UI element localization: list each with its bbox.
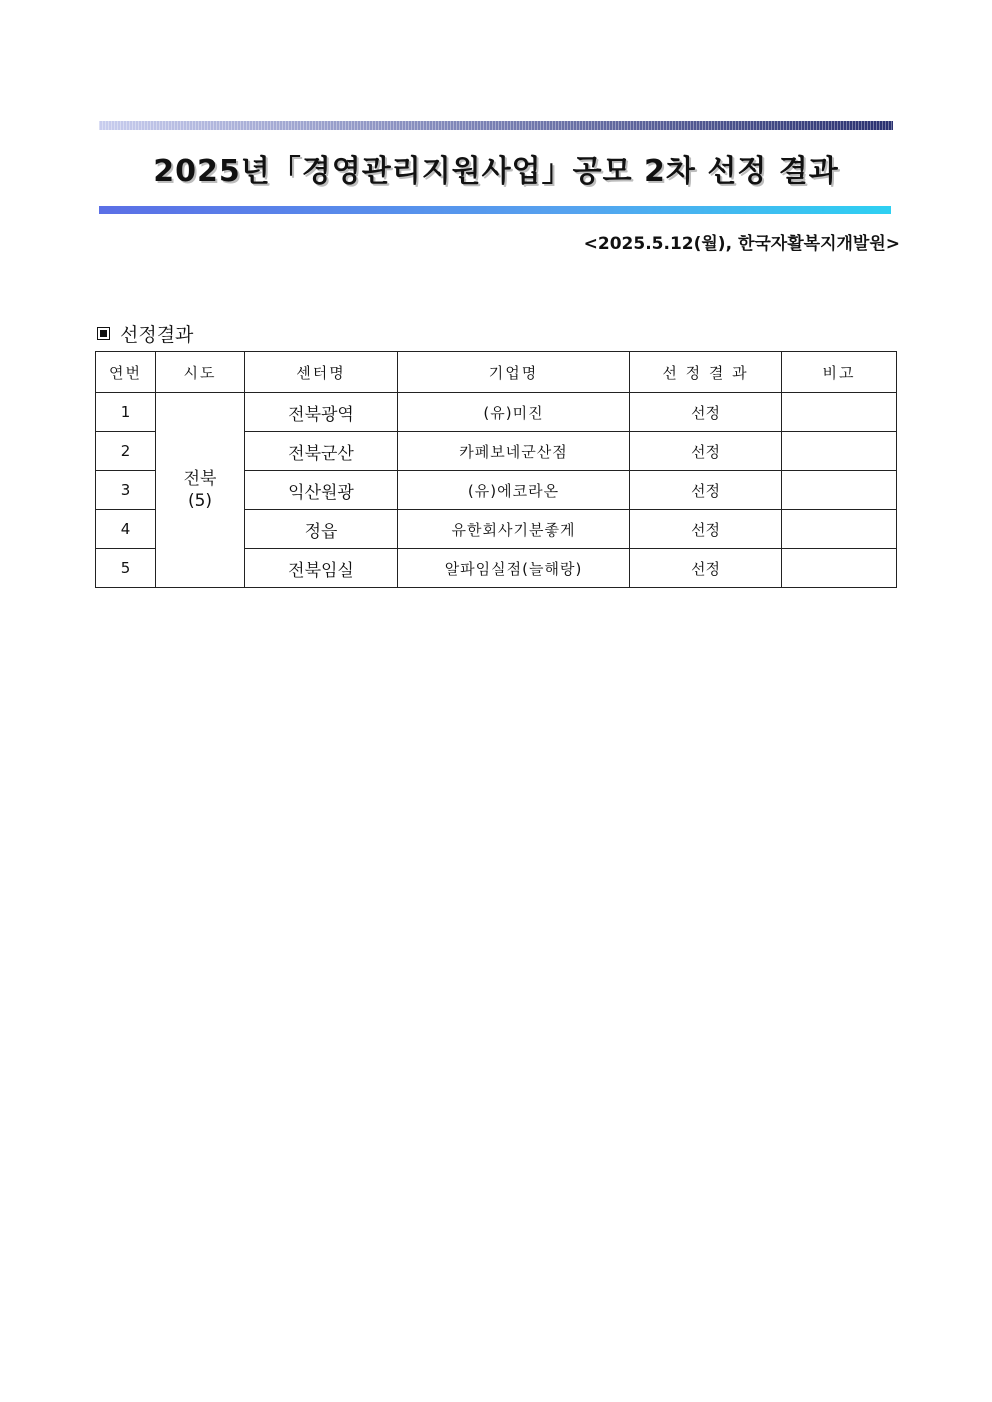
row-number: 1 (96, 393, 156, 432)
column-header-region: 시도 (156, 352, 245, 393)
row-number: 2 (96, 432, 156, 471)
company-name: (유)에코라온 (398, 471, 630, 510)
company-name: (유)미진 (398, 393, 630, 432)
section-heading (97, 320, 193, 347)
column-header-note: 비고 (782, 352, 897, 393)
column-header-result: 선 정 결 과 (630, 352, 782, 393)
center-name: 전북광역 (245, 393, 398, 432)
table-header-row (96, 352, 897, 393)
note-cell (782, 432, 897, 471)
selection-result: 선정 (630, 393, 782, 432)
company-name: 알파임실점(늘해랑) (398, 549, 630, 588)
column-header-company: 기업명 (398, 352, 630, 393)
note-cell (782, 510, 897, 549)
selection-result: 선정 (630, 510, 782, 549)
center-name: 전북임실 (245, 549, 398, 588)
center-name: 익산원광 (245, 471, 398, 510)
note-cell (782, 549, 897, 588)
note-cell (782, 393, 897, 432)
column-header-number: 연번 (96, 352, 156, 393)
selection-result: 선정 (630, 471, 782, 510)
region-cell (156, 393, 245, 588)
selection-result: 선정 (630, 432, 782, 471)
filled-square-icon (97, 327, 110, 340)
section-heading-label: 선정결과 (120, 324, 194, 346)
column-header-center: 센터명 (245, 352, 398, 393)
company-name: 카페보네군산점 (398, 432, 630, 471)
bottom-decorative-bar (99, 206, 891, 214)
center-name: 정읍 (245, 510, 398, 549)
page-title: 2025년「경영관리지원사업」공모 2차 선정 결과 (153, 154, 839, 189)
row-number: 3 (96, 471, 156, 510)
table-row (96, 393, 897, 432)
top-decorative-bar (99, 121, 893, 130)
region-count: (5) (187, 491, 213, 511)
selection-result-table (95, 351, 897, 588)
note-cell (782, 471, 897, 510)
region-name: 전북 (183, 469, 217, 489)
date-issuer-line: <2025.5.12(월), 한국자활복지개발원> (583, 234, 900, 254)
center-name: 전북군산 (245, 432, 398, 471)
row-number: 4 (96, 510, 156, 549)
company-name: 유한회사기분좋게 (398, 510, 630, 549)
row-number: 5 (96, 549, 156, 588)
selection-result: 선정 (630, 549, 782, 588)
